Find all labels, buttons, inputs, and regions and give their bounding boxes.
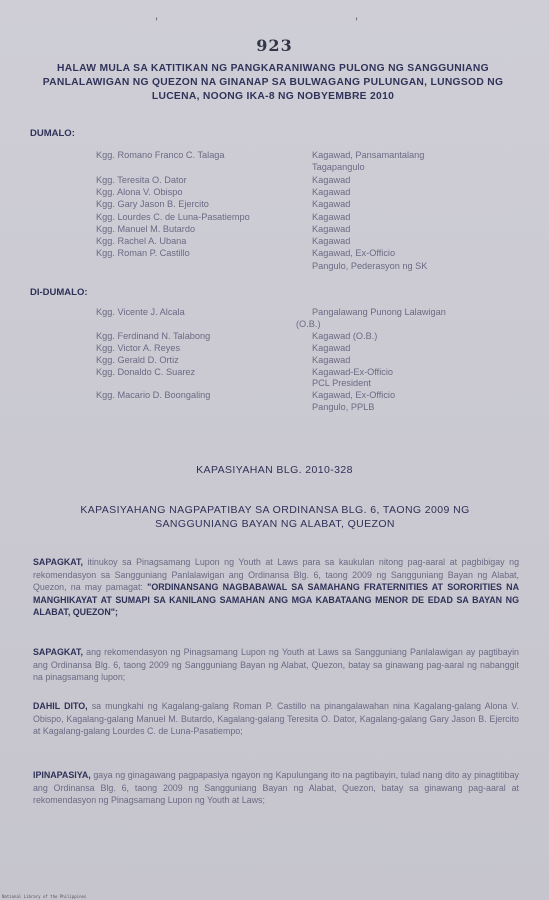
paragraph-lead: SAPAGKAT, <box>33 647 83 657</box>
member-position: PCL President <box>312 378 371 389</box>
member-name: Kgg. Ferdinand N. Talabong <box>96 330 211 341</box>
member-position: Kagawad-Ex-Officio <box>312 366 394 377</box>
header-line: PANLALAWIGAN NG QUEZON NA GINANAP SA BULWAGANG PULUNGAN, LUNGSOD NG <box>42 77 504 88</box>
member-position: Pangulo, Pederasyon ng SK <box>312 260 428 271</box>
member-name: Kgg. Teresita O. Dator <box>96 174 187 185</box>
paragraph-text: gaya ng ginagawang pagpapasiya ngayon ng Kapulungang ito na pagtibayin, tulad nang dito ay pinagtitibay ang Ordinansa Blg. 6, taong 2009 ng Sangguniang Bayan ng Alabat, Quezon, batay sa ginawang pag-aaral at rekomendasyon ng Pinagsamang Lupon ng Youth at Laws; <box>33 770 519 806</box>
member-name: Kgg. Vicente J. Alcala <box>96 307 185 317</box>
paragraph-therefore <box>33 700 519 738</box>
member-position: Pangulo, PPLB <box>312 402 375 413</box>
binding-mark: , <box>355 10 359 22</box>
paragraph-whereas-2 <box>33 646 519 684</box>
member-position: Kagawad (O.B.) <box>312 330 378 341</box>
member-position: (O.B.) <box>296 318 321 329</box>
member-name: Kgg. Macario D. Boongaling <box>96 390 211 401</box>
member-name: Kgg. Rachel A. Ubana <box>96 236 187 247</box>
page-number: 923 <box>256 36 293 55</box>
paragraph-text: sa mungkahi ng Kagalang-galang Roman P. Castillo na pinangalawahan nina Kagalang-galang Alona V. Obispo, Kagalang-galang Manuel M. Butardo, Kagalang-galang Teresita O. Dator, Kagalang-galang Gary Jason B. Ejercito at Kagalang-galang Lourdes C. de Luna-Pasatiempo; <box>33 701 519 737</box>
member-name: Kgg. Victor A. Reyes <box>96 342 181 353</box>
binding-mark: , <box>155 10 159 22</box>
member-position: Kagawad <box>312 236 351 247</box>
member-name: Kgg. Alona V. Obispo <box>96 186 183 197</box>
member-position: Kagawad <box>312 186 351 197</box>
paragraph-lead: IPINAPASIYA, <box>33 770 91 780</box>
member-position: Pangalawang Punong Lalawigan <box>312 307 446 317</box>
member-position: Kagawad <box>312 354 351 365</box>
absent-label: DI-DUMALO: <box>30 287 88 298</box>
member-position: Kagawad <box>312 174 351 185</box>
member-name: Kgg. Manuel M. Butardo <box>96 223 196 234</box>
member-name: Kgg. Gary Jason B. Ejercito <box>96 199 209 210</box>
present-label: DUMALO: <box>30 128 75 139</box>
paragraph-text: itinukoy sa Pinagsamang Lupon ng Youth at Laws para sa kaukulan nitong pag-aaral at pagbibigay ng rekomendasyon sa Sangguniang Panlalawigan ang Ordinansa Blg. 6, taong 2009 ng Sangguniang Bayan ng Alabat, Quezon, na may pamagat: <box>33 557 519 593</box>
member-name: Kgg. Roman P. Castillo <box>96 248 190 259</box>
member-position: Kagawad <box>312 199 351 210</box>
member-position: Kagawad <box>312 342 351 353</box>
paragraph-lead: SAPAGKAT, <box>33 557 83 567</box>
resolution-title-line: KAPASIYAHANG NAGPAPATIBAY SA ORDINANSA BLG. 6, TAONG 2009 NG <box>80 504 470 516</box>
paragraph-whereas-1 <box>33 556 519 619</box>
member-position: Kagawad <box>312 223 351 234</box>
footer-stamp: National Library of the Philippines <box>2 894 87 899</box>
member-name: Kgg. Donaldo C. Suarez <box>96 366 196 377</box>
header-line: HALAW MULA SA KATITIKAN NG PANGKARANIWANG PULONG NG SANGGUNIANG <box>57 63 489 74</box>
member-name: Kgg. Romano Franco C. Talaga <box>96 150 225 160</box>
member-name: Kgg. Gerald D. Ortiz <box>96 354 179 365</box>
resolution-title-line: SANGGUNIANG BAYAN NG ALABAT, QUEZON <box>155 518 395 530</box>
minutes-header <box>28 62 518 104</box>
paragraph-lead: DAHIL DITO, <box>33 701 88 711</box>
header-line: LUCENA, NOONG IKA-8 NG NOBYEMBRE 2010 <box>151 91 395 102</box>
paragraph-text: ang rekomendasyon ng Pinagsamang Lupon ng Youth at Laws sa Sangguniang Panlalawigan ay pagtibayin ang Ordinansa Blg. 6, taong 2009 ng Sangguniang Bayan ng Alabat, Quezon, batay sa ginawang pag-aaral ng nabanggit na pinagsamang lupon; <box>33 647 519 683</box>
paragraph-resolved <box>33 769 519 807</box>
member-name: Kgg. Lourdes C. de Luna-Pasatiempo <box>96 211 250 222</box>
member-position: Tagapangulo <box>312 162 365 173</box>
member-position: Kagawad <box>312 211 351 222</box>
resolution-number: KAPASIYAHAN BLG. 2010-328 <box>196 464 353 476</box>
member-position: Kagawad, Ex-Officio <box>312 390 396 401</box>
member-position: Kagawad, Pansamantalang <box>312 150 425 160</box>
member-position: Kagawad, Ex-Officio <box>312 248 396 259</box>
ordinance-title: "ORDINANSANG NAGBABAWAL SA SAMAHANG FRATERNITIES AT SORORITIES NA MANGHIKAYAT AT SUMAPI SA KANILANG SAMAHAN ANG MGA KABATAANG MENOR DE EDAD SA BAYAN NG ALABAT, QUEZON"; <box>33 582 519 618</box>
resolution-title <box>40 503 510 531</box>
